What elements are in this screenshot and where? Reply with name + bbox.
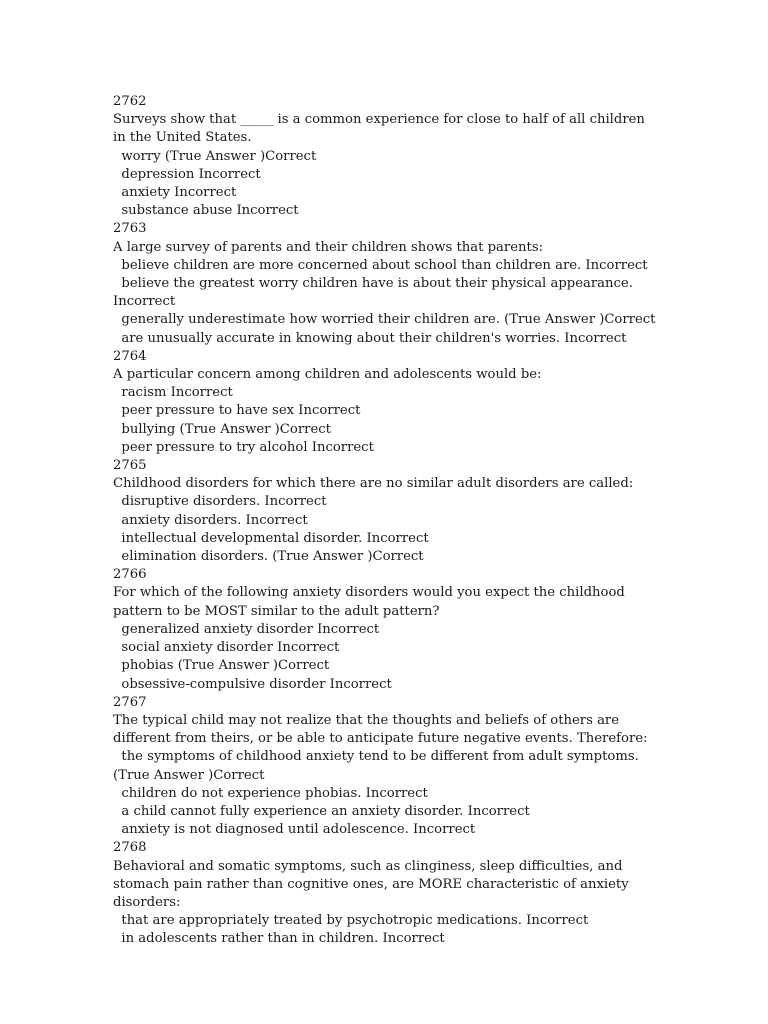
question-2765: [113, 457, 661, 566]
question-text: A large survey of parents and their children shows that parents:: [113, 239, 544, 255]
question-text: For which of the following anxiety disorders would you expect the childhood pattern to be MOST similar to the adult pattern?: [113, 585, 625, 619]
answer-option: intellectual developmental disorder. Incorrect: [113, 530, 429, 546]
answer-option: racism Incorrect: [113, 385, 233, 401]
answer-option: believe children are more concerned about school than children are. Incorrect: [113, 257, 648, 273]
answer-option: obsessive-compulsive disorder Incorrect: [113, 676, 392, 692]
question-2768: [113, 839, 661, 948]
answer-option: believe the greatest worry children have is about their physical appearance. Incorrect: [113, 276, 638, 310]
question-text: Surveys show that _____ is a common experience for close to half of all children in the United States.: [113, 112, 645, 146]
answer-option: are unusually accurate in knowing about their children's worries. Incorrect: [113, 330, 627, 346]
answer-option: elimination disorders. (True Answer )Correct: [113, 549, 424, 565]
answer-option: generally underestimate how worried their children are. (True Answer )Correct: [113, 312, 656, 328]
question-number: 2765: [113, 458, 147, 474]
question-number: 2768: [113, 840, 147, 856]
answer-option: substance abuse Incorrect: [113, 203, 299, 219]
answer-option: generalized anxiety disorder Incorrect: [113, 621, 380, 637]
answer-option: disruptive disorders. Incorrect: [113, 494, 327, 510]
answer-option: anxiety is not diagnosed until adolescence. Incorrect: [113, 822, 476, 838]
answer-option: peer pressure to try alcohol Incorrect: [113, 439, 374, 455]
question-2764: [113, 348, 661, 457]
answer-option: the symptoms of childhood anxiety tend to be different from adult symptoms. (True Answer )Correct: [113, 749, 644, 783]
document-page: [113, 93, 661, 949]
question-2766: [113, 566, 661, 693]
answer-option: social anxiety disorder Incorrect: [113, 640, 340, 656]
question-number: 2767: [113, 694, 147, 710]
answer-option: in adolescents rather than in children. Incorrect: [113, 931, 445, 947]
answer-option: children do not experience phobias. Incorrect: [113, 785, 428, 801]
question-text: The typical child may not realize that the thoughts and beliefs of others are different from theirs, or be able to anticipate future negative events. Therefore:: [113, 712, 648, 747]
question-number: 2762: [113, 94, 147, 109]
question-number: 2763: [113, 221, 147, 237]
answer-option: depression Incorrect: [113, 166, 261, 182]
question-2767: [113, 694, 661, 840]
answer-option: anxiety disorders. Incorrect: [113, 512, 308, 528]
question-2763: [113, 220, 661, 347]
question-number: 2766: [113, 567, 147, 583]
answer-option: worry (True Answer )Correct: [113, 148, 317, 164]
question-text: Childhood disorders for which there are no similar adult disorders are called:: [113, 476, 634, 492]
question-number: 2764: [113, 348, 147, 364]
question-text: Behavioral and somatic symptoms, such as clinginess, sleep difficulties, and stomach pain rather than cognitive ones, are MORE characteristic of anxiety disorders:: [113, 858, 629, 910]
answer-option: that are appropriately treated by psychotropic medications. Incorrect: [113, 913, 589, 929]
answer-option: phobias (True Answer )Correct: [113, 658, 330, 674]
answer-option: anxiety Incorrect: [113, 185, 237, 201]
answer-option: a child cannot fully experience an anxiety disorder. Incorrect: [113, 803, 530, 819]
answer-option: peer pressure to have sex Incorrect: [113, 403, 361, 419]
question-2762: [113, 93, 661, 220]
answer-option: bullying (True Answer )Correct: [113, 421, 331, 437]
question-text: A particular concern among children and adolescents would be:: [113, 367, 542, 383]
